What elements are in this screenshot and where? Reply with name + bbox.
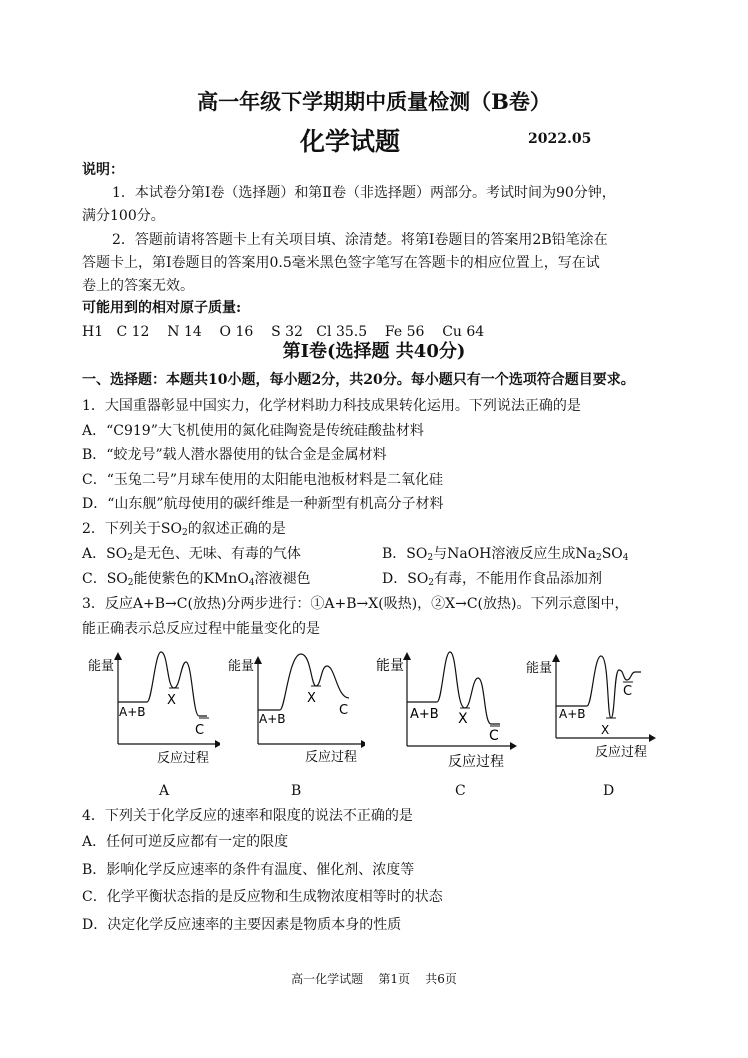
- instruction-1-line-1: 1．本试卷分第Ⅰ卷（选择题）和第Ⅱ卷（非选择题）两部分。考试时间为90分钟，: [112, 185, 616, 201]
- energy-diagram-b: [225, 650, 365, 770]
- svg-text:X: X: [167, 693, 176, 708]
- svg-text:反应过程: 反应过程: [448, 754, 504, 770]
- atomic-mass-heading: 可能用到的相对原子质量:: [82, 300, 242, 316]
- instruction-2-line-2: 答题卡上，第Ⅰ卷题目的答案用0.5毫米黑色签字笔写在答题卡的相应位置上，写在试: [82, 255, 600, 271]
- q1-option-b: B．“蛟龙号”载人潜水器使用的钛合金是金属材料: [82, 447, 387, 463]
- diagram-b-label: B: [291, 783, 302, 799]
- q4-option-b: B．影响化学反应速率的条件有温度、催化剂、浓度等: [82, 862, 415, 878]
- q4-option-c: C．化学平衡状态指的是反应物和生成物浓度相等时的状态: [82, 889, 443, 905]
- svg-text:A+B: A+B: [559, 707, 586, 721]
- exam-date: 2022.05: [528, 131, 592, 147]
- svg-text:能量: 能量: [228, 659, 255, 674]
- q1-option-a: A．“C919”大飞机使用的氮化硅陶瓷是传统硅酸盐材料: [82, 423, 424, 439]
- svg-text:能量: 能量: [376, 658, 404, 674]
- svg-text:反应过程: 反应过程: [595, 745, 648, 760]
- q4-option-a: A．任何可逆反应都有一定的限度: [82, 834, 289, 850]
- q3-stem-line-1: 3．反应A+B→C(放热)分两步进行：①A+B→X(吸热)，②X→C(放热)。下列示意图中，: [82, 596, 629, 612]
- svg-text:C: C: [195, 723, 205, 738]
- svg-text:能量: 能量: [526, 661, 553, 676]
- svg-text:能量: 能量: [88, 659, 115, 674]
- q1-option-d: D．“山东舰”航母使用的碳纤维是一种新型有机高分子材料: [82, 496, 444, 512]
- q1-stem: 1．大国重器彰显中国实力，化学材料助力科技成果转化运用。下列说法正确的是: [82, 398, 581, 414]
- q1-option-c: C．“玉兔二号”月球车使用的太阳能电池板材料是二氧化硅: [82, 472, 444, 488]
- svg-text:反应过程: 反应过程: [157, 751, 210, 766]
- svg-text:A+B: A+B: [259, 712, 286, 726]
- energy-diagram-c: [372, 650, 522, 775]
- svg-text:C: C: [489, 728, 499, 744]
- svg-text:X: X: [458, 711, 468, 727]
- svg-text:C: C: [339, 703, 349, 718]
- q2-option-a: A．$SO_2$是无色、无味、有毒的气体: [82, 546, 301, 563]
- page-footer: 高一化学试题 第1页 共6页: [291, 972, 457, 986]
- svg-text:X: X: [601, 723, 610, 737]
- subject-title: 化学试题: [300, 127, 401, 156]
- atomic-mass-values: H1 C 12 N 14 O 16 S 32 Cl 35.5 Fe 56 Cu 64: [82, 324, 485, 340]
- q2-option-c: C．$SO_2$能使紫色的KMnO$_4$溶液褪色: [82, 571, 311, 588]
- svg-text:反应过程: 反应过程: [305, 750, 358, 765]
- diagram-c-label: C: [455, 783, 466, 799]
- q4-stem: 4．下列关于化学反应的速率和限度的说法不正确的是: [82, 808, 413, 824]
- q2-option-d: D．$SO_2$有毒，不能用作食品添加剂: [382, 571, 603, 588]
- svg-text:A+B: A+B: [410, 707, 439, 722]
- instruction-2-line-3: 卷上的答案无效。: [82, 278, 194, 294]
- energy-diagram-d: [523, 650, 663, 770]
- q2-option-b: B．$SO_2$与NaOH溶液反应生成$Na_2SO_4$: [382, 546, 629, 563]
- instruction-1-line-2: 满分100分。: [82, 208, 165, 224]
- q2-stem: 2．下列关于$SO_2$的叙述正确的是: [82, 521, 286, 538]
- svg-text:A+B: A+B: [119, 705, 146, 719]
- section-1-title: 第Ⅰ卷(选择题 共40分): [282, 341, 466, 362]
- svg-text:X: X: [307, 691, 316, 706]
- svg-text:C: C: [623, 684, 633, 699]
- instructions-heading: 说明：: [82, 162, 124, 178]
- energy-diagram-a: [85, 650, 220, 770]
- part-1-heading: 一、选择题：本题共10小题，每小题2分，共20分。每小题只有一个选项符合题目要求。: [82, 372, 635, 388]
- q3-stem-line-2: 能正确表示总反应过程中能量变化的是: [82, 621, 320, 637]
- diagram-a-label: A: [159, 783, 170, 799]
- exam-title: 高一年级下学期期中质量检测（B卷）: [197, 89, 551, 114]
- diagram-d-label: D: [603, 783, 615, 799]
- instruction-2-line-1: 2．答题前请将答题卡上有关项目填、涂清楚。将第Ⅰ卷题目的答案用2B铅笔涂在: [112, 232, 608, 248]
- q4-option-d: D．决定化学反应速率的主要因素是物质本身的性质: [82, 917, 402, 933]
